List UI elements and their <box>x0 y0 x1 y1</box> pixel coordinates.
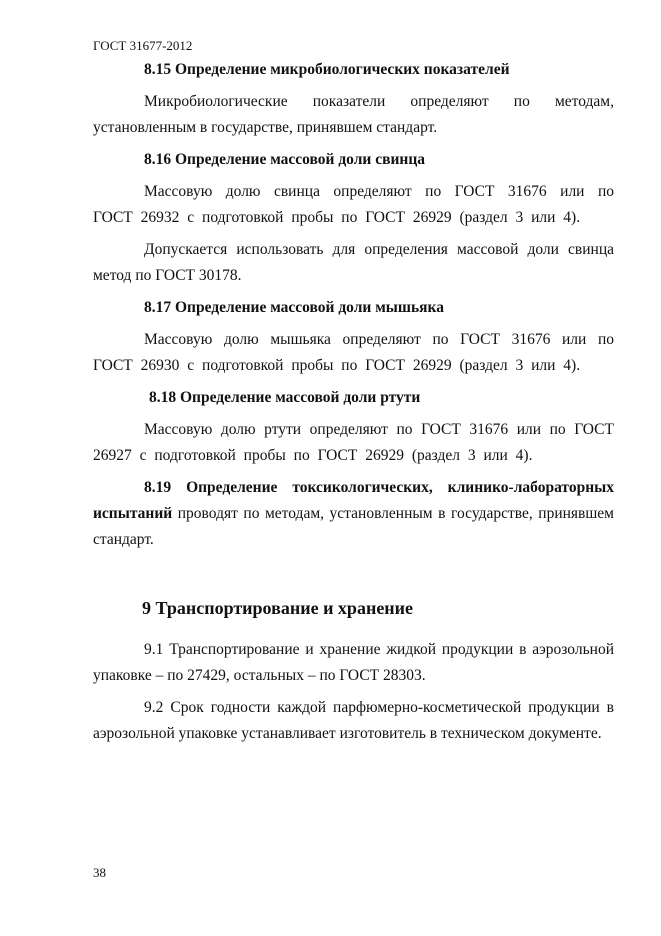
paragraph-8-19 <box>93 475 614 553</box>
document-header: ГОСТ 31677-2012 <box>93 38 193 53</box>
heading-8-18: 8.18 Определение массовой доли ртути <box>149 389 421 406</box>
heading-8-16: 8.16 Определение массовой доли свинца <box>144 151 426 168</box>
paragraph-8-19-text: проводят по методам, установленным в государстве, принявшем стандарт. <box>93 505 614 548</box>
page-number: 38 <box>93 865 106 880</box>
paragraph-8-18: Массовую долю ртути определяют по ГОСТ 31676 или по ГОСТ 26927 с подготовкой пробы по ГОСТ 26929 (раздел 3 или 4). <box>93 421 614 464</box>
page-content <box>93 57 614 747</box>
paragraph-9-2: 9.2 Срок годности каждой парфюмерно-косметической продукции в аэрозольной упаковке устанавливает изготовитель в техническом документе. <box>93 699 614 742</box>
heading-8-15: 8.15 Определение микробиологических показателей <box>144 61 510 78</box>
paragraph-8-17: Массовую долю мышьяка определяют по ГОСТ 31676 или по ГОСТ 26930 с подготовкой пробы по ГОСТ 26929 (раздел 3 или 4). <box>93 331 614 374</box>
paragraph-9-1: 9.1 Транспортирование и хранение жидкой продукции в аэрозольной упаковке – по 27429, остальных – по ГОСТ 28303. <box>93 641 614 684</box>
heading-8-17: 8.17 Определение массовой доли мышьяка <box>144 299 445 316</box>
paragraph-8-16-a: Массовую долю свинца определяют по ГОСТ 31676 или по ГОСТ 26932 с подготовкой пробы по ГОСТ 26929 (раздел 3 или 4). <box>93 183 614 226</box>
paragraph-8-15: Микробиологические показатели определяют по методам, установленным в государстве, принявшем стандарт. <box>93 93 614 136</box>
section-9-title: 9 Транспортирование и хранение <box>142 598 414 618</box>
paragraph-8-16-b: Допускается использовать для определения массовой доли свинца метод по ГОСТ 30178. <box>93 241 614 284</box>
paragraph-8-19-heading: 8.19 Определение токсикологических, клинико-лабораторных испытаний <box>93 479 614 522</box>
